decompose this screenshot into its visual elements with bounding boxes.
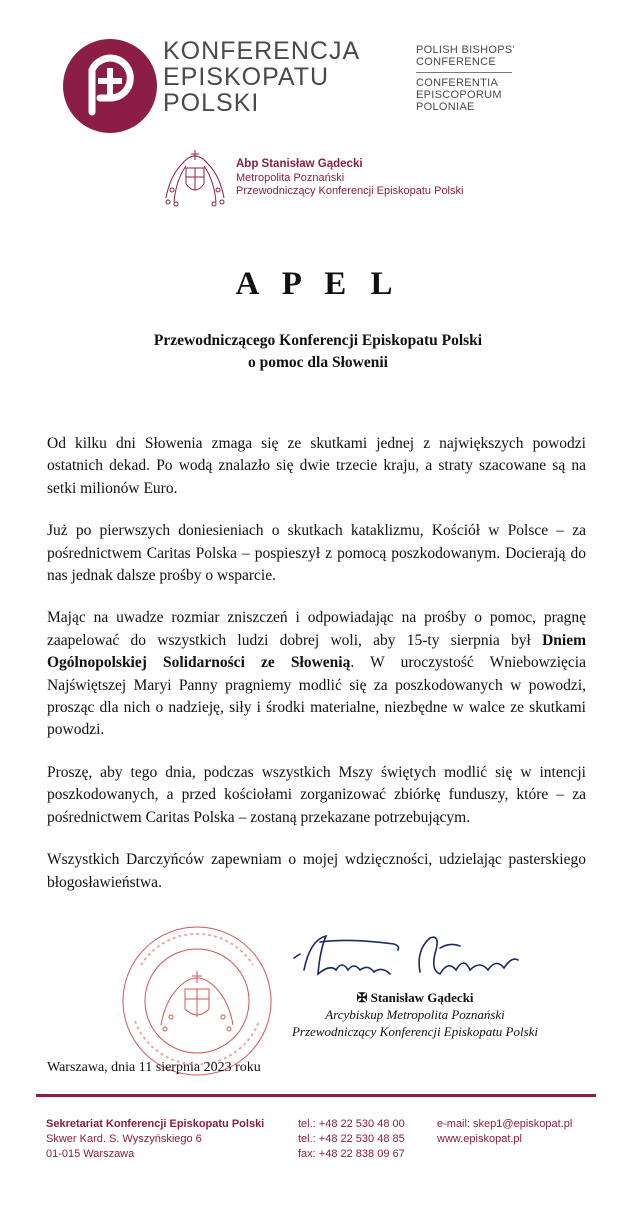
english-name-line: POLISH BISHOPS' <box>416 44 515 56</box>
conference-name-line: KONFERENCJA <box>163 37 361 65</box>
signer-title: Arcybiskup Metropolita Poznański <box>325 1007 505 1022</box>
handwritten-signature-icon <box>290 930 525 995</box>
paragraph <box>47 607 586 741</box>
footer-divider <box>36 1094 596 1097</box>
paragraph-text: Mając na uwadze rozmiar zniszczeń i odpowiadając na prośby o pomoc, pragnę zaapelować do wszystkich ludzi dobrej woli, aby 15-ty sierpnia był <box>47 609 586 649</box>
round-red-seal-icon <box>121 925 273 1077</box>
subtitle-line: o pomoc dla Słowenii <box>248 354 388 371</box>
footer-street: Skwer Kard. S. Wyszyńskiego 6 <box>46 1133 202 1145</box>
footer-email-link[interactable]: e-mail: skep1@episkopat.pl <box>437 1118 573 1130</box>
signer-name: ✠ Stanisław Gądecki <box>356 990 474 1005</box>
footer-city: 01-015 Warszawa <box>46 1148 135 1160</box>
issuer-title: Przewodniczący Konferencji Episkopatu Polski <box>236 185 464 197</box>
issuer-name: Abp Stanisław Gądecki <box>236 158 363 170</box>
place-and-date: Warszawa, dnia 11 sierpnia 2023 roku <box>47 1060 261 1075</box>
footer-phones <box>298 1117 405 1162</box>
latin-name-line: CONFERENTIA <box>416 77 499 89</box>
subtitle-line: Przewodniczącego Konferencji Episkopatu Polski <box>153 332 483 349</box>
cross-circle-logo-icon <box>62 38 158 134</box>
latin-name-line: POLONIAE <box>416 101 475 113</box>
signer-block <box>270 989 560 1040</box>
footer-address <box>46 1117 264 1162</box>
solidarity-day-emphasis: Dniem Ogólnopolskiej Solidarności ze Słowenią <box>47 631 586 672</box>
paragraph-text: . W uroczystość Wniebowzięcia Najświętszej Maryi Panny pragniemy modlić się za poszkodowanych w powodzi, prosząc dla nich o nadzieję, siły i środki materialne, niezbędne w walce ze skutkami powodzi. <box>47 654 586 739</box>
document-heading: A P E L <box>235 266 401 302</box>
conference-name-translations <box>416 44 515 113</box>
conference-name-line: POLSKI <box>163 89 260 117</box>
paragraph: Proszę, aby tego dnia, podczas wszystkich Mszy świętych modlić się w intencji poszkodowanych, a przed kościołami zorganizować zbiórkę funduszy, które – za pośrednictwem Caritas Polska – zostaną przekazane potrzebującym. <box>47 763 586 826</box>
footer-phone: tel.: +48 22 530 48 85 <box>298 1133 405 1145</box>
signer-title: Przewodniczący Konferencji Episkopatu Polski <box>291 1024 539 1039</box>
conference-name-line: EPISKOPATU <box>163 63 330 91</box>
footer-organization: Sekretariat Konferencji Episkopatu Polski <box>46 1118 265 1130</box>
english-name-line: CONFERENCE <box>416 56 497 68</box>
archbishop-coat-of-arms-icon <box>162 146 228 208</box>
footer-contact <box>437 1117 572 1147</box>
paragraph: Już po pierwszych doniesieniach o skutkach kataklizmu, Kościół w Polsce – za pośrednictwem Caritas Polska – pospieszył z pomocą poszkodowanym. Docierają do nas jednak dalsze prośby o wsparcie. <box>47 522 586 585</box>
paragraph: Od kilku dni Słowenia zmaga się ze skutkami jednej z największych powodzi ostatnich dekad. Po wodą znalazło się dwie trzecie kraju, a straty szacowane są na setki milionów Euro. <box>47 435 586 497</box>
issuer-block <box>236 158 463 199</box>
document-subtitle <box>0 330 636 374</box>
footer-website-link[interactable]: www.episkopat.pl <box>437 1133 522 1145</box>
paragraph: Wszystkich Darczyńców zapewniam o mojej wdzięczności, udzielając pasterskiego błogosławieństwa. <box>47 851 586 891</box>
latin-name-line: EPISCOPORUM <box>416 89 502 101</box>
footer-fax: fax: +48 22 838 09 67 <box>298 1148 405 1160</box>
document-body <box>47 433 586 914</box>
issuer-title: Metropolita Poznański <box>236 171 345 184</box>
conference-name <box>163 38 360 116</box>
divider <box>416 72 512 73</box>
footer-phone: tel.: +48 22 530 48 00 <box>298 1118 405 1130</box>
